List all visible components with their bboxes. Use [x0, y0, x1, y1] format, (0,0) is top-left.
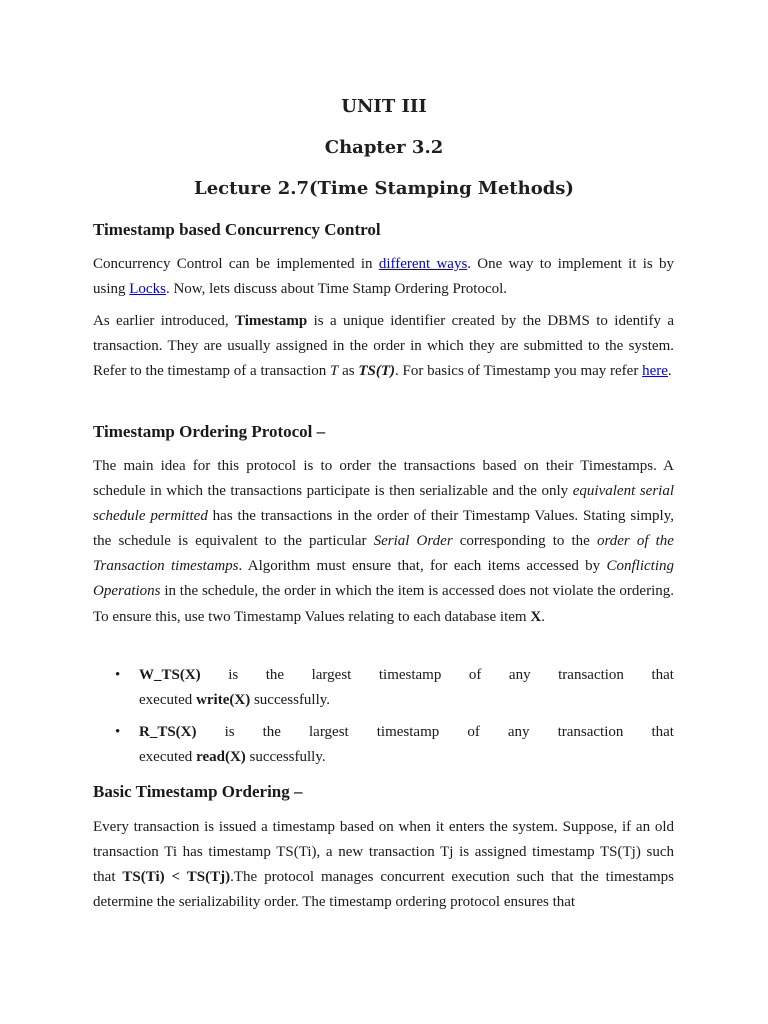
- text: corresponding to the: [452, 533, 597, 550]
- word: is: [224, 724, 235, 740]
- text: . For basics of Timestamp you may refer: [395, 363, 643, 380]
- text: successfully.: [245, 749, 326, 765]
- word: transaction: [558, 667, 624, 683]
- word: largest: [311, 667, 352, 683]
- term-ts-inequality: TS(Ti) < TS(Tj): [122, 869, 231, 886]
- chapter-title: Chapter 3.2: [324, 137, 444, 158]
- word: transaction: [557, 724, 624, 740]
- text: . Algorithm must ensure that, for each items accessed by: [238, 558, 607, 575]
- text: has the transactions in the order of their Timestamp Values. Stating simply, the schedule is equivalent to the particular: [93, 508, 674, 550]
- text: is a unique identifier created by the DBMS to identify a transaction. They are usually assigned in the order in which they are submitted to the system. Refer to the timestamp of a transaction: [93, 313, 674, 380]
- term-ts-t: TS(T): [358, 363, 396, 380]
- text: successfully.: [250, 692, 331, 708]
- word: of: [467, 724, 480, 740]
- term-order-timestamps: order of the Transaction timestamps: [93, 533, 674, 575]
- word: that: [651, 667, 674, 683]
- term-read-x: read(X): [196, 749, 246, 765]
- word: largest: [309, 724, 349, 740]
- term-serial-order: Serial Order: [373, 533, 453, 550]
- text: Concurrency Control can be implemented in: [93, 256, 379, 272]
- term-conflicting-ops: Conflicting Operations: [93, 558, 674, 600]
- bullet-line: [139, 663, 674, 688]
- paragraph-basic-ordering: [93, 815, 674, 915]
- section-heading-timestamp-concurrency: Timestamp based Concurrency Control: [93, 220, 381, 239]
- word: the: [262, 724, 281, 740]
- text: . One way to implement it is by using: [93, 256, 674, 298]
- text: Every transaction is issued a timestamp based on when it enters the system. Suppose, if an old transaction Ti has timestamp TS(Ti), a new transaction Tj is assigned timestamp TS(Tj) such that: [93, 819, 674, 886]
- word: timestamp: [378, 667, 442, 683]
- link-locks[interactable]: Locks: [129, 281, 166, 298]
- bullet-icon: •: [115, 667, 121, 683]
- word: any: [507, 724, 530, 740]
- bullet-line: [139, 745, 674, 770]
- text: .: [541, 608, 545, 625]
- term-x: X: [530, 608, 542, 625]
- bullet-line: [139, 688, 674, 713]
- term-r-ts: R_TS(X): [139, 724, 197, 740]
- section-heading-ordering-protocol: Timestamp Ordering Protocol –: [93, 422, 326, 441]
- var-t: T: [330, 363, 339, 380]
- section-heading-basic-ordering: Basic Timestamp Ordering –: [93, 782, 303, 801]
- text: executed: [139, 749, 197, 765]
- text: .: [667, 363, 672, 380]
- text: .The protocol manages concurrent execution such that the timestamps determine the serializability order. The timestamp ordering protocol ensures that: [93, 869, 674, 911]
- text: executed: [139, 692, 197, 708]
- bullet-line: [139, 720, 674, 745]
- list-item: [93, 663, 674, 713]
- text: As earlier introduced,: [93, 313, 235, 329]
- lecture-title: Lecture 2.7(Time Stamping Methods): [194, 178, 574, 199]
- unit-title: UNIT III: [341, 96, 427, 117]
- paragraph-concurrency-intro: [93, 252, 674, 302]
- bullet-icon: •: [115, 724, 121, 740]
- term-timestamp: Timestamp: [235, 313, 308, 329]
- text: . Now, lets discuss about Time Stamp Ordering Protocol.: [165, 281, 508, 298]
- term-w-ts: W_TS(X): [139, 667, 201, 683]
- text: The main idea for this protocol is to order the transactions based on their Timestamps. A schedule in which the transactions participate is then serializable and the only: [93, 458, 674, 500]
- word: of: [468, 667, 482, 683]
- word: that: [651, 724, 674, 740]
- link-here[interactable]: here: [642, 363, 668, 380]
- paragraph-timestamp-definition: [93, 309, 674, 384]
- list-item: [93, 720, 674, 770]
- term-equivalent-serial: equivalent serial schedule permitted: [93, 483, 674, 525]
- word: is: [228, 667, 239, 683]
- term-write-x: write(X): [196, 692, 251, 708]
- word: timestamp: [376, 724, 440, 740]
- link-different-ways[interactable]: different ways: [378, 256, 468, 272]
- text: as: [338, 363, 359, 380]
- paragraph-protocol-idea: [93, 454, 674, 630]
- word: the: [265, 667, 285, 683]
- word: any: [508, 667, 531, 683]
- text: in the schedule, the order in which the item is accessed does not violate the ordering. To ensure this, use two Timestamp Values relating to each database item: [93, 583, 674, 625]
